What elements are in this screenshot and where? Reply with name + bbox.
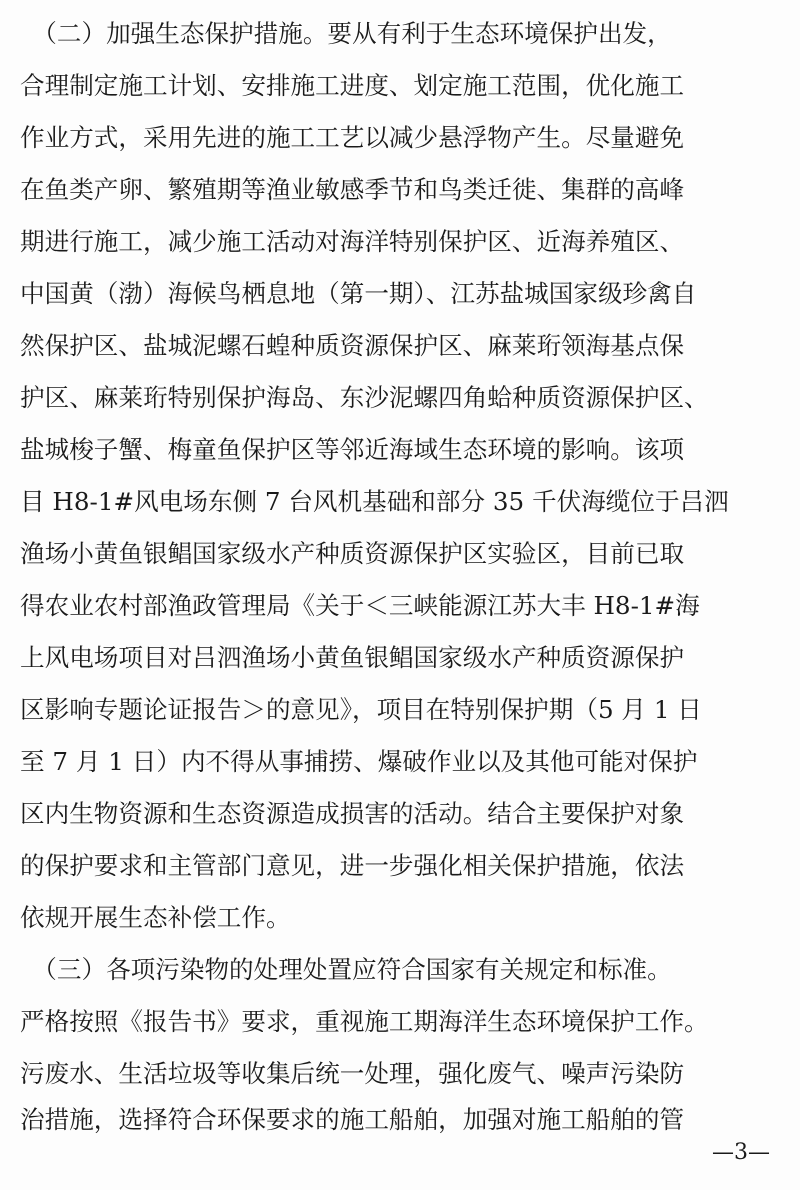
text-line: 合理制定施工计划、安排施工进度、划定施工范围，优化施工 [20,71,685,100]
text-line: 区内生物资源和生态资源造成损害的活动。结合主要保护对象 [20,799,685,828]
text-line: 期进行施工，减少施工活动对海洋特别保护区、近海养殖区、 [20,227,685,256]
text-line: （三）各项污染物的处理处置应符合国家有关规定和标准。 [20,955,672,984]
text-line: 在鱼类产卵、繁殖期等渔业敏感季节和鸟类迁徙、集群的高峰 [20,175,685,204]
text-line: 的保护要求和主管部门意见，进一步强化相关保护措施，依法 [20,851,685,880]
text-line: 依规开展生态补偿工作。 [20,903,291,932]
text-line: 然保护区、盐城泥螺石蝗种质资源保护区、麻莱珩领海基点保 [20,331,685,360]
page-number: —3— [712,1140,770,1165]
text-line: 渔场小黄鱼银鲳国家级水产种质资源保护区实验区，目前已取 [20,539,685,568]
text-line: 上风电场项目对吕泗渔场小黄鱼银鲳国家级水产种质资源保护 [20,643,685,672]
text-line: 治措施，选择符合环保要求的施工船舶，加强对施工船舶的管 [20,1105,685,1134]
text-line: 严格按照《报告书》要求，重视施工期海洋生态环境保护工作。 [20,1007,709,1036]
text-line: 污废水、生活垃圾等收集后统一处理，强化废气、噪声污染防 [20,1059,685,1088]
text-line: 作业方式，采用先进的施工工艺以减少悬浮物产生。尽量避免 [20,123,685,152]
text-line: 护区、麻莱珩特别保护海岛、东沙泥螺四角蛤种质资源保护区、 [20,383,709,412]
text-line: 中国黄（渤）海候鸟栖息地（第一期）、江苏盐城国家级珍禽自 [20,279,697,308]
text-line: 盐城梭子蟹、梅童鱼保护区等邻近海域生态环境的影响。该项 [20,435,685,464]
text-line: 得农业农村部渔政管理局《关于＜三峡能源江苏大丰 H8-1#海 [20,591,700,620]
text-line: 目 H8-1#风电场东侧 7 台风机基础和部分 35 千伏海缆位于吕泗 [20,487,729,516]
text-line: （二）加强生态保护措施。要从有利于生态环境保护出发， [20,19,672,48]
text-line: 区影响专题论证报告＞的意见》，项目在特别保护期（5 月 1 日 [20,695,702,724]
text-line: 至 7 月 1 日）内不得从事捕捞、爆破作业以及其他可能对保护 [20,747,698,776]
